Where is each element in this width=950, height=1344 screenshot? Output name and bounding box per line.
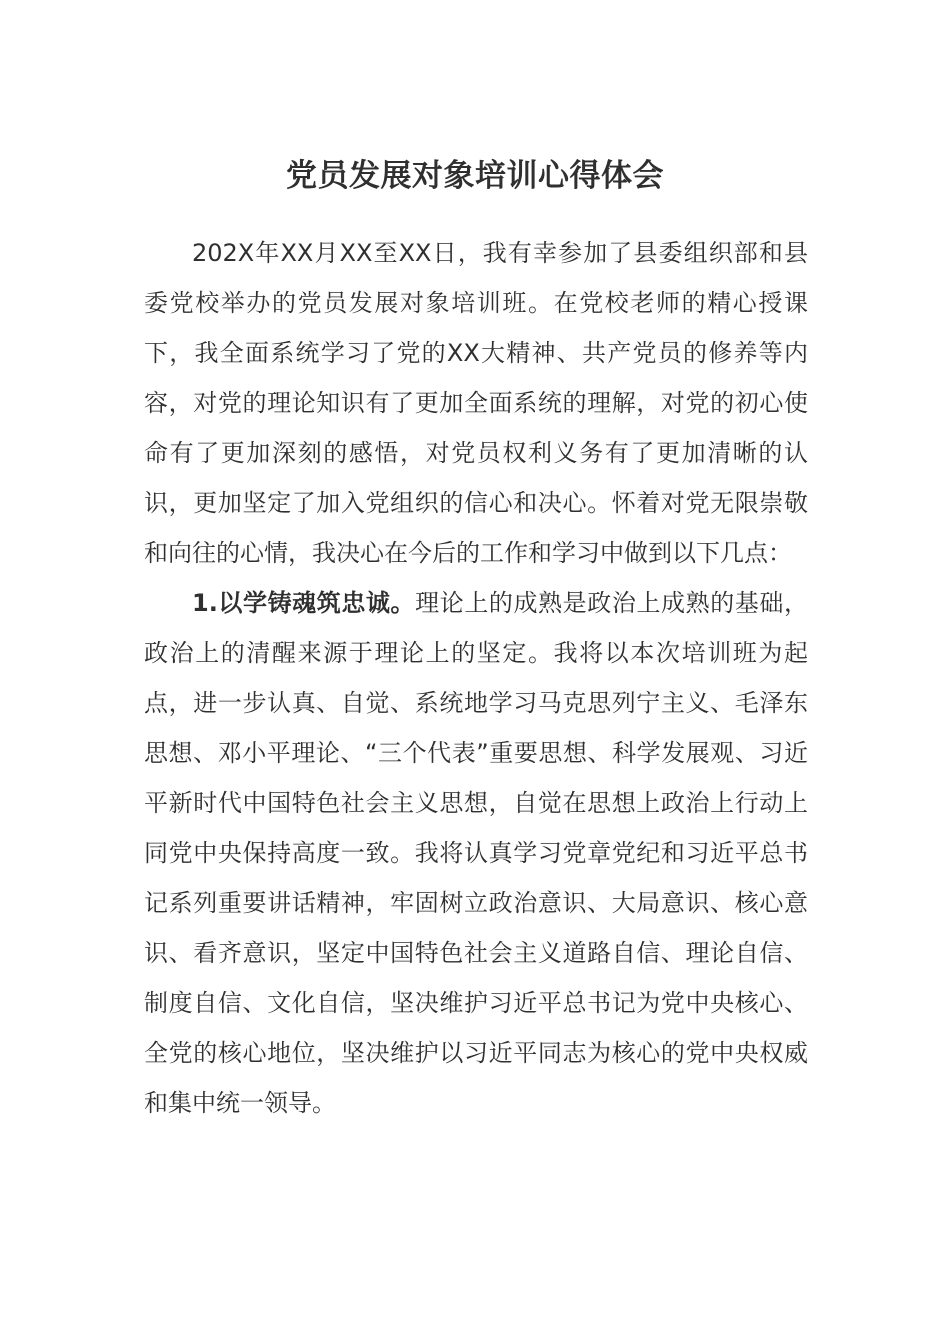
document-body	[144, 228, 808, 1128]
document-title: 党员发展对象培训心得体会	[286, 158, 664, 194]
paragraph-intro	[144, 228, 808, 578]
paragraph-text: 理论上的成熟是政治上成熟的基础，政治上的清醒来源于理论上的坚定。我将以本次培训班为起点，进一步认真、自觉、系统地学习马克思列宁主义、毛泽东思想、邓小平理论、“三个代表”重要思想、科学发展观、习近平新时代中国特色社会主义思想，自觉在思想上政治上行动上同党中央保持高度一致。我将认真学习党章党纪和习近平总书记系列重要讲话精神，牢固树立政治意识、大局意识、核心意识、看齐意识，坚定中国特色社会主义道路自信、理论自信、制度自信、文化自信，坚决维护习近平总书记为党中央核心、全党的核心地位，坚决维护以习近平同志为核心的党中央权威和集中统一领导。	[144, 589, 808, 1117]
paragraph-lead: 1.以学铸魂筑忠诚。	[192, 589, 416, 617]
paragraph-text: 202X年XX月XX至XX日，我有幸参加了县委组织部和县委党校举办的党员发展对象培训班。在党校老师的精心授课下，我全面系统学习了党的XX大精神、共产党员的修养等内容，对党的理论知识有了更加全面系统的理解，对党的初心使命有了更加深刻的感悟，对党员权利义务有了更加清晰的认识，更加坚定了加入党组织的信心和决心。怀着对党无限崇敬和向往的心情，我决心在今后的工作和学习中做到以下几点：	[144, 239, 808, 567]
paragraph-point-1	[144, 578, 808, 1128]
